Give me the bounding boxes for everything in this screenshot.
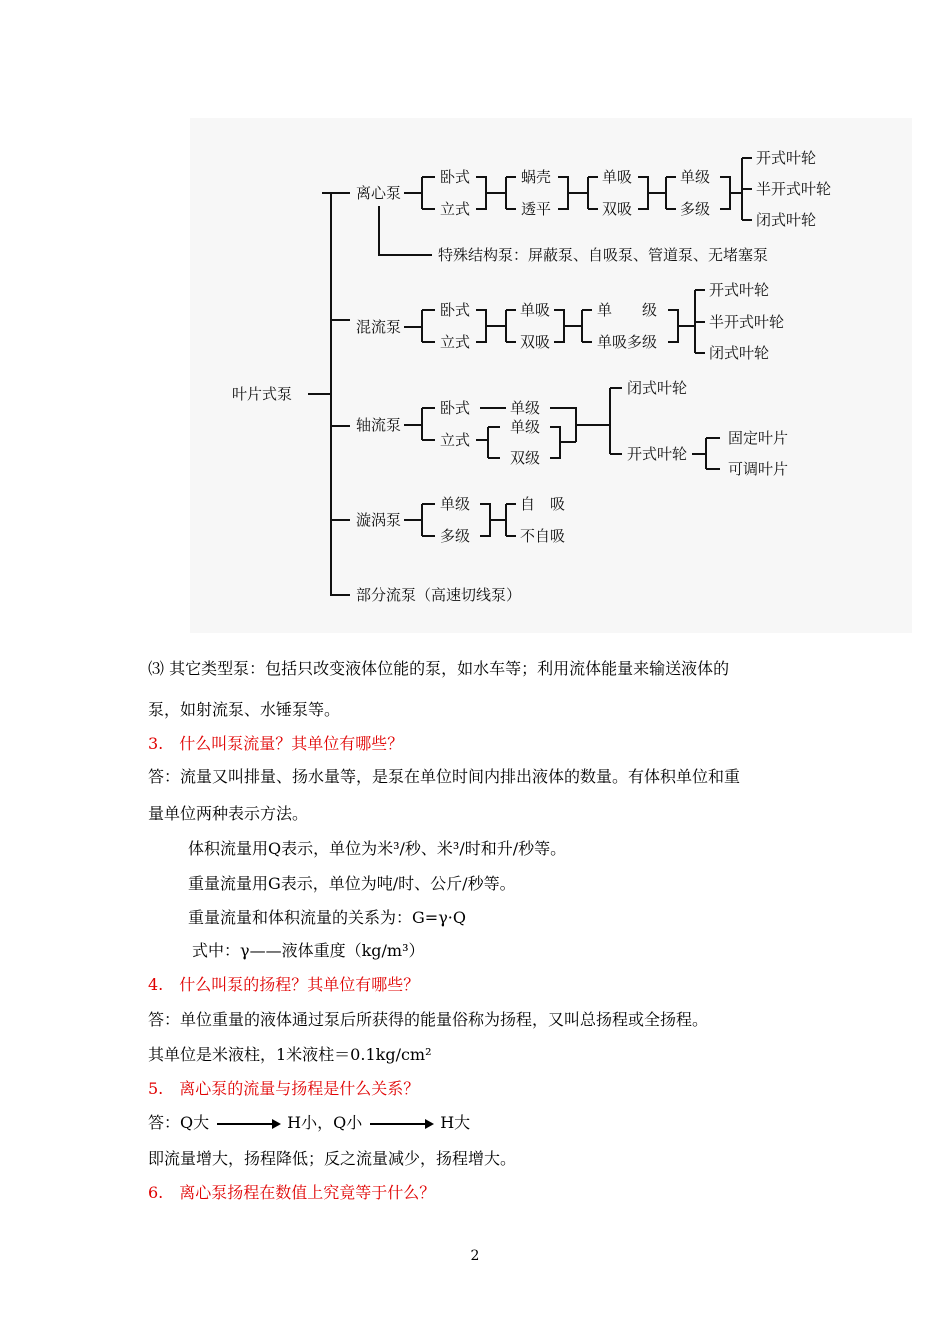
axial-stage-b-single: 单级 bbox=[510, 418, 541, 436]
mixed-mount-horizontal: 卧式 bbox=[440, 301, 471, 319]
mixed-suction-double: 双吸 bbox=[520, 333, 551, 351]
mixed-impeller-semi-open: 半开式叶轮 bbox=[709, 313, 785, 331]
answer-3-relation: 重量流量和体积流量的关系为：G=γ·Q bbox=[188, 908, 466, 927]
special-structure-pumps: 特殊结构泵：屏蔽泵、自吸泵、管道泵、无堵塞泵 bbox=[438, 246, 769, 264]
centrifugal-stage-single: 单级 bbox=[680, 168, 711, 186]
mixed-flow-label: 混流泵 bbox=[356, 318, 402, 336]
centrifugal-stage-multi: 多级 bbox=[680, 200, 711, 218]
answer-3-line1: 答：流量又叫排量、扬水量等，是泵在单位时间内排出液体的数量。有体积单位和重 bbox=[148, 767, 741, 786]
mixed-impeller-open: 开式叶轮 bbox=[709, 281, 770, 299]
centrifugal-impeller-semi-open: 半开式叶轮 bbox=[756, 180, 832, 198]
answer-3-volume-flow: 体积流量用Q表示，单位为米³/秒、米³/时和升/秒等。 bbox=[188, 839, 567, 858]
question-5: 5. 离心泵的流量与扬程是什么关系？ bbox=[148, 1079, 420, 1098]
para-other-pumps-line2: 泵，如射流泵、水锤泵等。 bbox=[148, 700, 341, 719]
mixed-suction-single: 单吸 bbox=[520, 301, 551, 319]
axial-stage-b-double: 双级 bbox=[510, 449, 541, 467]
centrifugal-label: 离心泵 bbox=[356, 184, 402, 202]
vortex-stage-multi: 多级 bbox=[440, 527, 471, 545]
axial-stage-a-single: 单级 bbox=[510, 399, 541, 417]
axial-impeller-closed: 闭式叶轮 bbox=[627, 379, 688, 397]
centrifugal-mount-horizontal: 卧式 bbox=[440, 168, 471, 186]
pump-classification-diagram bbox=[190, 118, 912, 633]
answer-4-line1: 答：单位重量的液体通过泵后所获得的能量俗称为扬程，又叫总扬程或全扬程。 bbox=[148, 1010, 709, 1029]
answer-3-line2: 量单位两种表示方法。 bbox=[148, 804, 309, 823]
answer-5-line2: 即流量增大，扬程降低；反之流量减少，扬程增大。 bbox=[148, 1149, 517, 1168]
para-other-pumps-line1: ⑶ 其它类型泵：包括只改变液体位能的泵，如水车等；利用流体能量来输送液体的 bbox=[148, 659, 730, 678]
vortex-pump-label: 漩涡泵 bbox=[356, 511, 402, 529]
answer-5-end: H大 bbox=[440, 1113, 471, 1132]
answer-4-line2: 其单位是米液柱，1米液柱＝0.1kg/cm² bbox=[148, 1045, 432, 1064]
mixed-mount-vertical: 立式 bbox=[440, 333, 471, 351]
axial-mount-horizontal: 卧式 bbox=[440, 399, 471, 417]
partial-flow-pump: 部分流泵（高速切线泵） bbox=[356, 586, 522, 604]
mixed-stage-single-suction-multi: 单吸多级 bbox=[597, 333, 658, 351]
centrifugal-casing-volute: 蜗壳 bbox=[521, 168, 552, 186]
right-arrow-icon bbox=[217, 1123, 279, 1125]
question-6: 6. 离心泵扬程在数值上究竟等于什么？ bbox=[148, 1183, 436, 1202]
mixed-stage-single: 单 级 bbox=[597, 301, 658, 319]
axial-flow-label: 轴流泵 bbox=[356, 416, 402, 434]
axial-blade-adjustable: 可调叶片 bbox=[728, 460, 789, 478]
answer-3-weight-flow: 重量流量用G表示，单位为吨/时、公斤/秒等。 bbox=[188, 874, 516, 893]
answer-5-prefix: 答：Q大 bbox=[148, 1113, 210, 1132]
axial-mount-vertical: 立式 bbox=[440, 431, 471, 449]
centrifugal-casing-turbine: 透平 bbox=[521, 200, 552, 218]
centrifugal-impeller-open: 开式叶轮 bbox=[756, 149, 817, 167]
root-label: 叶片式泵 bbox=[232, 385, 293, 403]
centrifugal-mount-vertical: 立式 bbox=[440, 200, 471, 218]
answer-5-relation bbox=[148, 1113, 470, 1133]
question-4: 4. 什么叫泵的扬程？其单位有哪些？ bbox=[148, 975, 420, 994]
answer-3-where: 式中：γ——液体重度（kg/m³） bbox=[192, 941, 425, 960]
vortex-non-self-priming: 不自吸 bbox=[520, 527, 566, 545]
axial-blade-fixed: 固定叶片 bbox=[728, 429, 789, 447]
mixed-impeller-closed: 闭式叶轮 bbox=[709, 344, 770, 362]
answer-5-mid: H小，Q小 bbox=[287, 1113, 363, 1132]
vortex-stage-single: 单级 bbox=[440, 495, 471, 513]
centrifugal-suction-double: 双吸 bbox=[602, 200, 633, 218]
centrifugal-suction-single: 单吸 bbox=[602, 168, 633, 186]
axial-impeller-open: 开式叶轮 bbox=[627, 445, 688, 463]
page-number: 2 bbox=[470, 1248, 480, 1264]
right-arrow-icon bbox=[370, 1123, 432, 1125]
question-3: 3. 什么叫泵流量？其单位有哪些？ bbox=[148, 734, 404, 753]
centrifugal-impeller-closed: 闭式叶轮 bbox=[756, 211, 817, 229]
vortex-self-priming: 自 吸 bbox=[520, 495, 566, 513]
